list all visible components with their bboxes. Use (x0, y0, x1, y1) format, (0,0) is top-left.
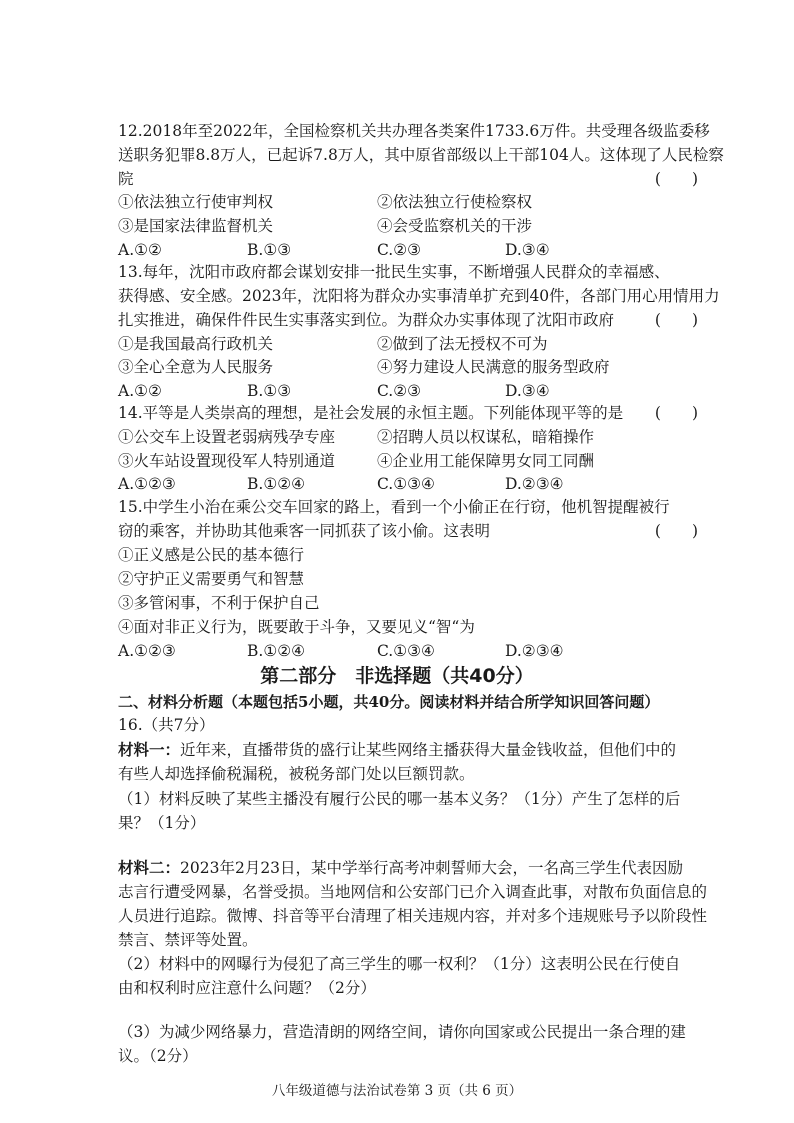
choice-a: A.①②③ (118, 642, 176, 660)
question-text: 13.每年，沈阳市政府都会谋划安排一批民生实事，不断增强人民群众的幸福感、 (118, 263, 670, 281)
question-text: 窃的乘客，并协助其他乘客一同抓获了该小偷。这表明 (118, 522, 491, 540)
option-1: ①依法独立行使审判权 (118, 193, 274, 211)
material-label: 材料一： (118, 740, 181, 759)
sub-question-1: （1）材料反映了某些主播没有履行公民的哪一基本义务？（1分）产生了怎样的后 (118, 790, 681, 808)
option-1: ①公交车上设置老弱病残孕专座 (118, 428, 336, 446)
question-text: 扎实推进，确保件件民生实事落实到位。为群众办实事体现了沈阳市政府 (118, 311, 615, 329)
question-text: 14.平等是人类崇高的理想，是社会发展的永恒主题。下列能体现平等的是 (118, 404, 624, 422)
choice-b: B.①②④ (247, 475, 306, 493)
option-2: ②做到了法无授权不可为 (377, 335, 548, 353)
question-text: 15.中学生小治在乘公交车回家的路上，看到一个小偷正在行窃，他机智提醒被行 (118, 498, 670, 516)
option-2: ②招聘人员以权谋私，暗箱操作 (377, 428, 595, 446)
option-4: ④努力建设人民满意的服务型政府 (377, 358, 610, 376)
question-text: 获得感、安全感。2023年，沈阳将为群众办实事清单扩充到40件，各部门用心用情用力 (118, 287, 720, 305)
part-title: 第二部分 非选择题（共40分） (260, 665, 534, 687)
choice-d: D.③④ (505, 382, 550, 400)
choice-b: B.①②④ (247, 642, 306, 660)
sub-question-3: 议。（2分） (118, 1047, 198, 1065)
choice-b: B.①③ (247, 241, 292, 259)
material-text: 人员进行追踪。微博、抖音等平台清理了相关违规内容，并对多个违规账号予以阶段性 (118, 907, 708, 925)
answer-parentheses: ( ) (654, 170, 698, 188)
option-1: ①是我国最高行政机关 (118, 335, 274, 353)
question-number: 16.（共7分） (118, 716, 215, 734)
choice-a: A.①②③ (118, 475, 176, 493)
question-text: 送职务犯罪8.8万人，已起诉7.8万人，其中原省部级以上干部104人。这体现了人民检察 (118, 146, 724, 164)
sub-question-2: （2）材料中的网曝行为侵犯了高三学生的哪一权利？（1分）这表明公民在行使自 (118, 955, 681, 973)
material-text: 近年来，直播带货的盛行让某些网络主播获得大量金钱收益，但他们中的 (180, 741, 677, 759)
material-two (118, 858, 698, 878)
option-3: ③是国家法律监督机关 (118, 217, 274, 235)
choice-d: D.③④ (505, 241, 550, 259)
option-4: ④会受监察机关的干涉 (377, 217, 533, 235)
sub-question-2: 由和权利时应注意什么问题？（2分） (118, 979, 376, 997)
answer-parentheses: ( ) (654, 404, 698, 422)
choice-a: A.①② (118, 241, 162, 259)
answer-parentheses: ( ) (654, 522, 698, 540)
material-one (118, 740, 698, 760)
option-2: ②守护正义需要勇气和智慧 (118, 570, 305, 588)
material-text: 有些人却选择偷税漏税，被税务部门处以巨额罚款。 (118, 765, 475, 783)
section-heading: 二、材料分析题（本题包括5小题，共40分。阅读材料并结合所学知识回答问题） (118, 693, 660, 711)
choice-c: C.①③④ (377, 642, 435, 660)
material-label: 材料二： (118, 858, 181, 877)
option-4: ④企业用工能保障男女同工同酬 (377, 452, 595, 470)
choice-b: B.①③ (247, 382, 292, 400)
sub-question-1: 果？（1分） (118, 814, 206, 832)
sub-question-3: （3）为减少网络暴力，营造清朗的网络空间，请你向国家或公民提出一条合理的建 (118, 1023, 686, 1041)
page-footer: 八年级道德与法治试卷第 3 页（共 6 页） (271, 1083, 523, 1099)
material-text: 禁言、禁评等处置。 (118, 931, 258, 949)
choice-c: C.②③ (377, 241, 422, 259)
option-4: ④面对非正义行为，既要敢于斗争，又要见义“智“为 (118, 618, 475, 636)
question-text: 12.2018年至2022年，全国检察机关共办理各类案件1733.6万件。共受理各级监委移 (118, 122, 710, 140)
option-3: ③全心全意为人民服务 (118, 358, 274, 376)
material-text: 2023年2月23日，某中学举行高考冲刺誓师大会，一名高三学生代表因励 (180, 859, 684, 877)
question-text: 院 (118, 170, 134, 188)
choice-d: D.②③④ (505, 475, 564, 493)
material-text: 志言行遭受网暴，名誉受损。当地网信和公安部门已介入调查此事，对散布负面信息的 (118, 883, 708, 901)
choice-d: D.②③④ (505, 642, 564, 660)
answer-parentheses: ( ) (654, 311, 698, 329)
choice-c: C.①③④ (377, 475, 435, 493)
choice-c: C.②③ (377, 382, 422, 400)
option-1: ①正义感是公民的基本德行 (118, 546, 305, 564)
choice-a: A.①② (118, 382, 162, 400)
option-2: ②依法独立行使检察权 (377, 193, 533, 211)
option-3: ③多管闲事，不利于保护自己 (118, 594, 320, 612)
option-3: ③火车站设置现役军人特别通道 (118, 452, 336, 470)
